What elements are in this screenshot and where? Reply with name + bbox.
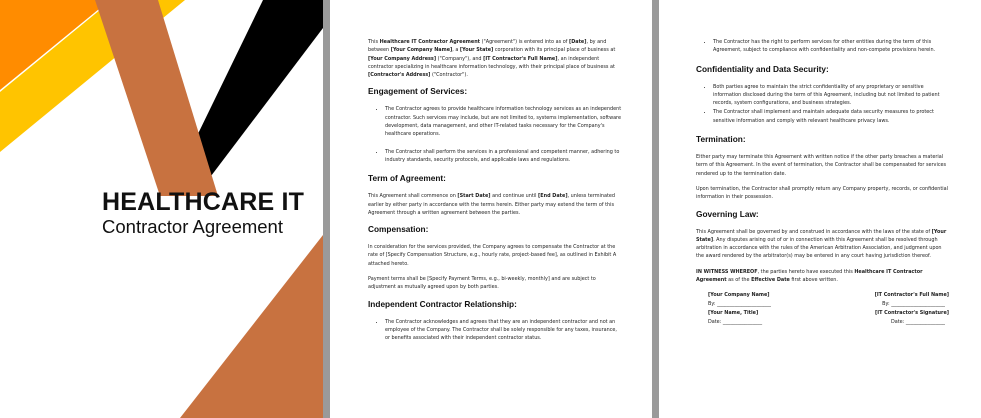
- relationship-list-continued: [696, 38, 949, 55]
- compensation-paragraph: In consideration for the services provided, the Company agrees to compensate the Contractor at the rate of [Specify Compensation Structure, e.g., hourly rate, project-based fee], as outlined in Exhibit A attached hereto.: [368, 244, 617, 267]
- termination-paragraph: Either party may terminate this Agreement with written notice if the other party breaches a material term of this Agreement. In the event of termination, the Contractor shall be compensated for services rendered up to the termination date.: [696, 154, 947, 177]
- engagement-heading: Engagement of Services:: [368, 86, 468, 97]
- confidentiality-heading: Confidentiality and Data Security:: [696, 63, 829, 74]
- confidentiality-list: [696, 83, 949, 125]
- contractor-name-label: [IT Contractor's Full Name]: [874, 292, 949, 299]
- list-item: • The Contractor agrees to provide healthcare information technology services as an independent contractor. Such services may include, but are not limited to, systems implementation, software development, data management, and other IT-related tasks necessary for the Company's healthcare operations.: [385, 105, 622, 138]
- intro-paragraph: This Healthcare IT Contractor Agreement ("Agreement") is entered into as of [Date], by and between [Your Company Name], a [Your State] corporation with its principal place of business at [Your Company Address] ("Company"), and [IT Contractor's Full Name], an independent contractor specializing in healthcare information technology, with their principal place of business at [Contractor's Address] ("Contractor").: [368, 39, 616, 79]
- agreement-page-2: [659, 0, 981, 418]
- termination-heading: Termination:: [696, 134, 746, 145]
- name-title-label: [Your Name, Title]: [708, 310, 759, 317]
- brown-corner: [180, 235, 323, 418]
- company-name-label: [Your Company Name]: [708, 292, 770, 299]
- term-heading: Term of Agreement:: [368, 173, 446, 184]
- return-property-paragraph: Upon termination, the Contractor shall promptly return any Company property, records, or confidential information in their possession.: [696, 185, 949, 201]
- list-item: • Both parties agree to maintain the strict confidentiality of any proprietary or sensitive information disclosed during the term of this Agreement, including but not limited to patient records, system configurations, and business strategies.: [713, 83, 949, 108]
- witness-paragraph: IN WITNESS WHEREOF, the parties hereto have executed this Healthcare IT Contractor Agreement as of the Effective Date first above written.: [696, 268, 923, 284]
- agreement-page-1: [330, 0, 652, 418]
- page-body: [368, 38, 622, 352]
- company-signature-line: By: ______________________: [708, 301, 771, 308]
- relationship-list: [368, 318, 622, 343]
- cover-page: [0, 0, 323, 418]
- signature-block: [696, 291, 949, 331]
- contractor-signature-line: By: ______________________: [882, 301, 945, 308]
- contractor-date-line: Date: ________________: [890, 319, 945, 326]
- cover-title: HEALTHCARE IT: [102, 188, 305, 216]
- list-item: • The Contractor acknowledges and agrees that they are an independent contractor and not an employee of the Company. The Contractor shall be solely responsible for any taxes, insurance, or benefits associated with their independent contractor status.: [385, 318, 622, 343]
- governing-law-heading: Governing Law:: [696, 208, 759, 219]
- list-item: • The Contractor shall perform the services in a professional and competent manner, adhering to industry standards, security protocols, and applicable laws and regulations.: [385, 148, 622, 165]
- company-date-line: Date: ________________: [708, 319, 763, 326]
- compensation-heading: Compensation:: [368, 224, 429, 235]
- engagement-list: [368, 105, 622, 164]
- list-item: • The Contractor has the right to perform services for other entities during the term of this Agreement, subject to compliance with confidentiality and non-compete provisions herein.: [713, 38, 949, 55]
- term-paragraph: This Agreement shall commence on [Start Date] and continue until [End Date], unless terminated earlier by either party in accordance with the terms herein. Either party may extend the term of this Agreement through a written agreement between the parties.: [368, 193, 615, 216]
- page-body: [696, 38, 949, 331]
- list-item: • The Contractor shall implement and maintain adequate data security measures to protect sensitive information and comply with relevant healthcare privacy laws.: [713, 108, 949, 125]
- governing-law-paragraph: This Agreement shall be governed by and construed in accordance with the laws of the state of [Your State]. Any disputes arising out of or in connection with this Agreement shall be resolved through arbitration in accordance with the rules of the American Arbitration Association, and judgment upon the award rendered by the arbitrator(s) may be entered in any court having jurisdiction thereof.: [696, 228, 947, 260]
- cover-subtitle: Contractor Agreement: [102, 216, 283, 237]
- contractor-signature-label: [IT Contractor's Signature]: [875, 310, 949, 317]
- payment-terms-paragraph: Payment terms shall be [Specify Payment Terms, e.g., bi-weekly, monthly] and are subject to adjustment as mutually agreed upon by both parties.: [368, 276, 596, 291]
- relationship-heading: Independent Contractor Relationship:: [368, 298, 517, 309]
